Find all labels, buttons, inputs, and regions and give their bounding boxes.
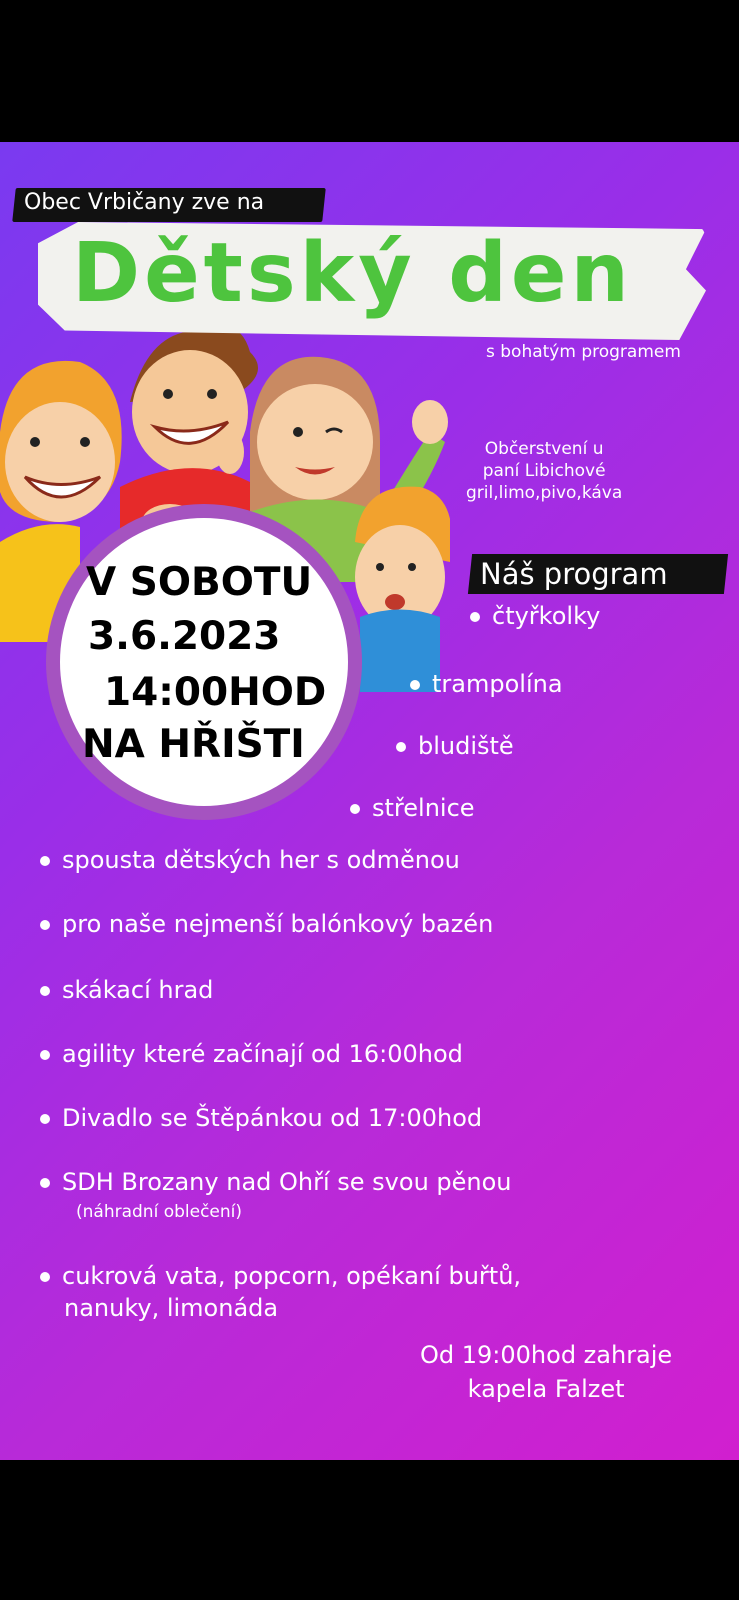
program-item: skákací hrad (40, 976, 213, 1004)
refreshments-info (466, 438, 622, 504)
date-place: NA HŘIŠTI (82, 722, 305, 767)
bullet-icon (40, 986, 50, 996)
bullet-icon (40, 1178, 50, 1188)
program-item: cukrová vata, popcorn, opékaní buřtů, (40, 1262, 521, 1290)
bullet-icon (396, 742, 406, 752)
invite-banner (14, 188, 274, 217)
date-value: 3.6.2023 (88, 614, 281, 659)
program-banner (470, 554, 678, 594)
bullet-icon (40, 856, 50, 866)
invite-text: Obec Vrbičany zve na (24, 190, 265, 215)
date-day: V SOBOTU (86, 560, 313, 605)
bullet-icon (470, 612, 480, 622)
band-line: kapela Falzet (467, 1375, 625, 1403)
bullet-icon (350, 804, 360, 814)
program-heading: Náš program (480, 557, 668, 591)
program-item: Divadlo se Štěpánkou od 17:00hod (40, 1104, 482, 1132)
program-item: střelnice (350, 794, 475, 822)
date-circle (46, 504, 362, 820)
program-item: SDH Brozany nad Ohří se svou pěnou (40, 1168, 512, 1196)
program-item: trampolína (410, 670, 563, 698)
program-item: agility které začínají od 16:00hod (40, 1040, 463, 1068)
refreshments-line: paní Libichové (482, 461, 606, 481)
refreshments-line: Občerstvení u (484, 439, 604, 459)
bullet-icon (40, 1114, 50, 1124)
program-item-note: (náhradní oblečení) (76, 1202, 243, 1222)
program-item: čtyřkolky (470, 602, 600, 630)
bullet-icon (40, 1050, 50, 1060)
date-time: 14:00HOD (104, 670, 327, 715)
band-info (420, 1338, 672, 1406)
bullet-icon (410, 680, 420, 690)
bullet-icon (40, 920, 50, 930)
program-item: spousta dětských her s odměnou (40, 846, 460, 874)
event-poster (0, 142, 739, 1460)
program-item: pro naše nejmenší balónkový bazén (40, 910, 493, 938)
refreshments-line: gril,limo,pivo,káva (466, 483, 623, 503)
event-title: Dětský den (72, 226, 633, 321)
program-item-continued: nanuky, limonáda (64, 1294, 279, 1322)
event-subtitle: s bohatým programem (486, 342, 681, 362)
program-item: bludiště (396, 732, 514, 760)
band-line: Od 19:00hod zahraje (420, 1341, 673, 1369)
bullet-icon (40, 1272, 50, 1282)
